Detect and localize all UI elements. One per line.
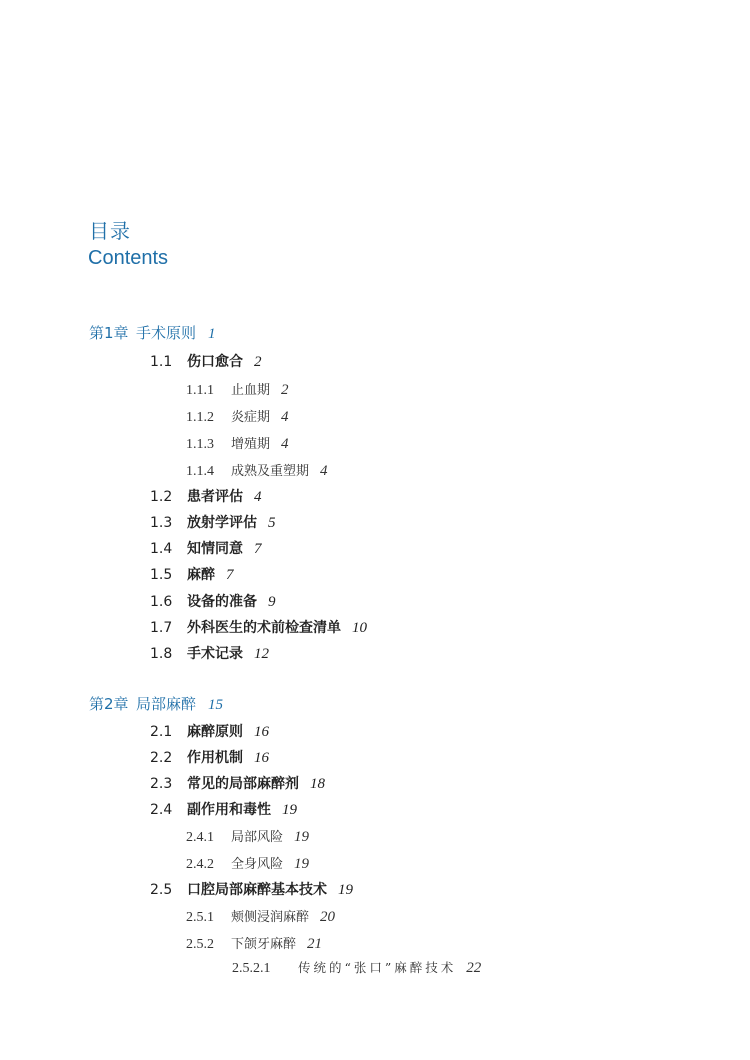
toc-entry-title: 下颌牙麻醉 bbox=[231, 937, 297, 952]
toc-chapter[interactable] bbox=[89, 697, 223, 713]
toc-entry-page: 20 bbox=[320, 909, 336, 925]
toc-entry-number: 2.1 bbox=[150, 724, 173, 740]
toc-entry-number: 1.5 bbox=[150, 567, 173, 583]
toc-entry-page: 2 bbox=[254, 354, 262, 370]
toc-entry-number: 2.4.2 bbox=[186, 857, 214, 872]
toc-entry-title: 传统的“张口”麻醉技术 bbox=[298, 960, 457, 975]
toc-section[interactable] bbox=[150, 542, 262, 557]
toc-entry-number: 1.1.2 bbox=[186, 410, 214, 425]
toc-entry-page: 19 bbox=[338, 882, 353, 898]
toc-section[interactable] bbox=[150, 777, 325, 792]
toc-entry-page: 19 bbox=[294, 856, 310, 872]
toc-entry-number: 2.2 bbox=[150, 750, 173, 766]
toc-entry-title: 局部风险 bbox=[231, 830, 284, 845]
toc-entry-page: 9 bbox=[268, 594, 276, 610]
toc-entry-number: 1.4 bbox=[150, 541, 173, 557]
toc-entry-page: 12 bbox=[254, 646, 269, 662]
toc-entry-number: 1.1 bbox=[150, 354, 173, 370]
toc-entry-number: 2.5.2 bbox=[186, 937, 214, 952]
toc-entry-number: 2.4 bbox=[150, 802, 173, 818]
toc-entry-page: 4 bbox=[281, 436, 289, 452]
toc-entry-page: 4 bbox=[281, 409, 289, 425]
toc-entry-page: 19 bbox=[294, 829, 310, 845]
toc-entry-title: 止血期 bbox=[231, 383, 271, 398]
toc-subsection[interactable] bbox=[186, 937, 322, 952]
toc-entry-number: 第1章 bbox=[89, 324, 129, 342]
toc-entry-title: 患者评估 bbox=[187, 489, 243, 505]
toc-entry-title: 放射学评估 bbox=[187, 515, 257, 531]
toc-subsection[interactable] bbox=[186, 383, 289, 398]
toc-entry-title: 麻醉 bbox=[187, 567, 215, 583]
toc-section[interactable] bbox=[150, 725, 269, 740]
toc-entry-title: 常见的局部麻醉剂 bbox=[187, 776, 299, 792]
toc-entry-page: 4 bbox=[320, 463, 328, 479]
toc-entry-page: 5 bbox=[268, 515, 276, 531]
toc-subsection[interactable] bbox=[186, 464, 328, 479]
toc-entry-page: 19 bbox=[282, 802, 297, 818]
toc-entry-page: 7 bbox=[254, 541, 262, 557]
toc-entry-page: 4 bbox=[254, 489, 262, 505]
toc-subsection[interactable] bbox=[186, 437, 289, 452]
toc-entry-number: 1.3 bbox=[150, 515, 173, 531]
toc-subsection[interactable] bbox=[186, 910, 335, 925]
toc-entry-number: 2.4.1 bbox=[186, 830, 214, 845]
toc-section[interactable] bbox=[150, 621, 367, 636]
toc-section[interactable] bbox=[150, 883, 353, 898]
toc-section[interactable] bbox=[150, 751, 269, 766]
toc-entry-title: 增殖期 bbox=[231, 437, 271, 452]
toc-entry-title: 全身风险 bbox=[231, 857, 284, 872]
toc-entry-title: 手术记录 bbox=[187, 646, 243, 662]
toc-entry-number: 2.5.2.1 bbox=[232, 961, 271, 976]
toc-entry-title: 伤口愈合 bbox=[187, 354, 243, 370]
toc-subtitle: Contents bbox=[88, 247, 169, 269]
toc-section[interactable] bbox=[150, 355, 262, 370]
toc-entry-number: 2.5 bbox=[150, 882, 173, 898]
toc-entry-number: 2.5.1 bbox=[186, 910, 214, 925]
toc-entry-title: 作用机制 bbox=[187, 750, 243, 766]
toc-entry-page: 15 bbox=[208, 697, 224, 713]
toc-entry-page: 7 bbox=[226, 567, 234, 583]
toc-section[interactable] bbox=[150, 568, 234, 583]
toc-subsection[interactable] bbox=[186, 857, 309, 872]
toc-entry-number: 1.1.1 bbox=[186, 383, 214, 398]
toc-title: 目录 bbox=[89, 219, 131, 243]
toc-entry-title: 炎症期 bbox=[231, 410, 271, 425]
toc-entry-title: 外科医生的术前检查清单 bbox=[187, 620, 341, 636]
toc-entry-page: 21 bbox=[307, 936, 323, 952]
toc-entry-title: 手术原则 bbox=[136, 324, 197, 342]
toc-entry-page: 18 bbox=[310, 776, 325, 792]
toc-entry-number: 第2章 bbox=[89, 695, 129, 713]
toc-entry-page: 22 bbox=[466, 960, 482, 976]
toc-section[interactable] bbox=[150, 647, 269, 662]
toc-entry-number: 1.6 bbox=[150, 594, 173, 610]
toc-section[interactable] bbox=[150, 490, 262, 505]
toc-section[interactable] bbox=[150, 803, 297, 818]
toc-subsection[interactable] bbox=[186, 410, 289, 425]
toc-entry-page: 16 bbox=[254, 750, 269, 766]
toc-entry-title: 成熟及重塑期 bbox=[231, 464, 310, 479]
toc-entry-number: 1.1.3 bbox=[186, 437, 214, 452]
toc-subsection[interactable] bbox=[186, 830, 309, 845]
toc-subsubsection[interactable] bbox=[232, 961, 481, 976]
toc-entry-title: 麻醉原则 bbox=[187, 724, 243, 740]
toc-entry-page: 2 bbox=[281, 382, 289, 398]
toc-entry-title: 局部麻醉 bbox=[136, 695, 197, 713]
toc-entry-number: 1.7 bbox=[150, 620, 173, 636]
toc-entry-page: 10 bbox=[352, 620, 367, 636]
toc-entry-number: 1.2 bbox=[150, 489, 173, 505]
toc-entry-title: 副作用和毒性 bbox=[187, 802, 271, 818]
toc-entry-page: 1 bbox=[208, 326, 216, 342]
toc-chapter[interactable] bbox=[89, 326, 216, 342]
toc-entry-title: 颊侧浸润麻醉 bbox=[231, 910, 310, 925]
toc-entry-title: 口腔局部麻醉基本技术 bbox=[187, 882, 327, 898]
toc-entry-number: 1.1.4 bbox=[186, 464, 214, 479]
toc-section[interactable] bbox=[150, 516, 276, 531]
toc-entry-number: 1.8 bbox=[150, 646, 173, 662]
toc-entry-page: 16 bbox=[254, 724, 269, 740]
toc-entry-title: 设备的准备 bbox=[187, 594, 257, 610]
toc-section[interactable] bbox=[150, 595, 276, 610]
toc-entry-title: 知情同意 bbox=[187, 541, 243, 557]
toc-entry-number: 2.3 bbox=[150, 776, 173, 792]
